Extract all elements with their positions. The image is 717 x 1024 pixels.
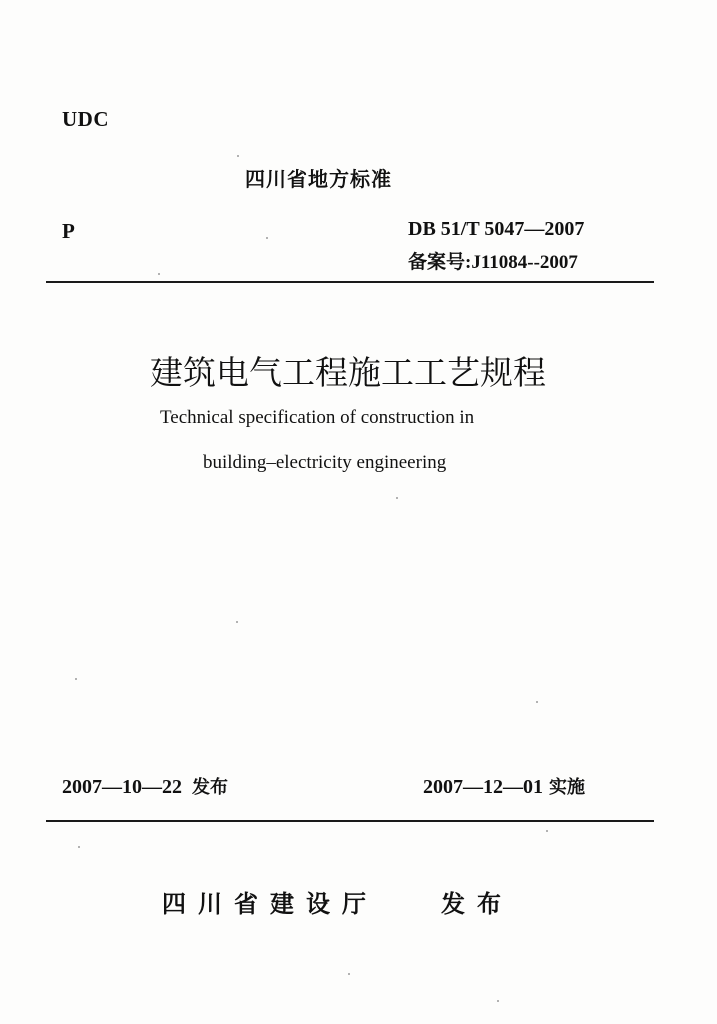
issue-label: 发布 [192, 777, 228, 798]
title-english-line-2: building–electricity engineering [203, 452, 447, 473]
title-english-line-1: Technical specification of construction in [160, 407, 475, 428]
implementation-label: 实施 [549, 777, 585, 798]
top-divider [46, 281, 654, 283]
scan-speck [536, 701, 538, 703]
publish-action: 发布 [441, 890, 513, 918]
standard-authority: 四川省地方标准 [245, 167, 392, 191]
record-number: 备案号:J11084--2007 [408, 252, 578, 273]
implementation-date: 2007—12—01 [423, 776, 543, 798]
title-chinese: 建筑电气工程施工工艺规程 [150, 353, 546, 392]
scan-speck [158, 273, 160, 275]
scan-speck [546, 830, 548, 832]
scan-speck [75, 678, 77, 680]
scan-speck [78, 846, 80, 848]
scan-speck [237, 155, 239, 157]
publisher-name: 四川省建设厅 [162, 890, 378, 918]
standard-number: DB 51/T 5047—2007 [408, 218, 585, 240]
scan-speck [497, 1000, 499, 1002]
scan-speck [396, 497, 398, 499]
scan-speck [236, 621, 238, 623]
issue-date-block [62, 773, 228, 799]
scan-speck [348, 973, 350, 975]
scan-speck [266, 237, 268, 239]
issue-date: 2007—10—22 [62, 776, 182, 798]
udc-label: UDC [62, 107, 109, 131]
implementation-date-block [423, 773, 585, 799]
bottom-divider [46, 820, 654, 822]
classification-code: P [62, 219, 75, 243]
